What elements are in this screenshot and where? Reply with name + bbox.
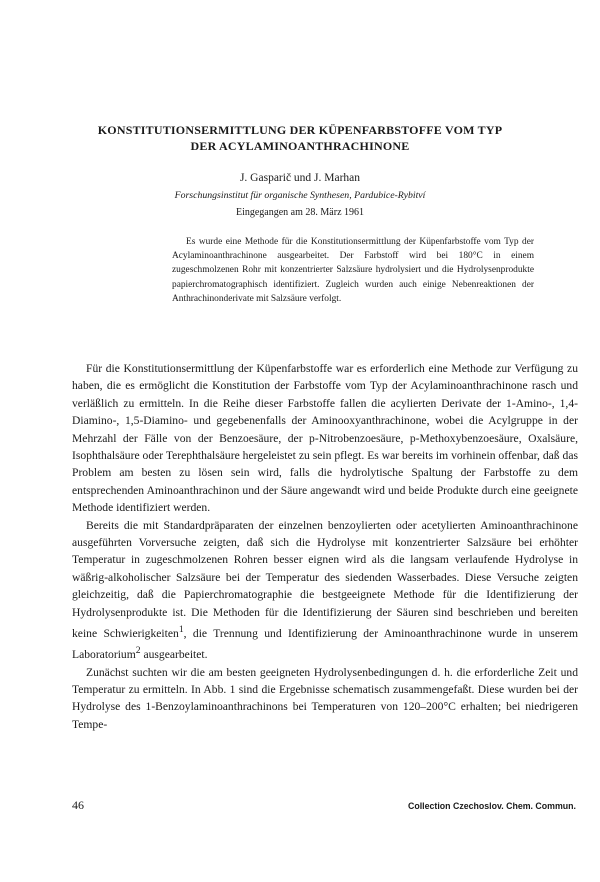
body-paragraph-2	[72, 517, 578, 664]
paragraph-2-continued: , die Trennung und Identifizierung der Aminoanthrachinone wurde in unserem Laboratorium	[72, 626, 579, 662]
paragraph-2-end: ausgearbeitet.	[140, 648, 208, 662]
article-title-line-2: DER ACYLAMINOANTHRACHINONE	[190, 139, 410, 153]
article-body	[72, 360, 578, 733]
body-paragraph-1: Für die Konstitutionsermittlung der Küpenfarbstoffe war es erforderlich eine Methode zur Verfügung zu haben, die es ermöglicht die Konstitution der Farbstoffe vom Typ der Acylaminoanthrachinone rasch und verläßlich zu ermitteln. In die Reihe dieser Farbstoffe fallen die acylierten Derivate der 1-Amino-, 1,4-Diamino-, 1,5-Diamino- und gegebenenfalls der Aminooxyanthrachinone, wobei die Acylgruppe in der Mehrzahl der Fälle von der Benzoesäure, der p-Nitrobenzoesäure, p-Methoxybenzoesäure, Oxalsäure, Isophthalsäure oder Terephthalsäure hergeleistet zu sein pflegt. Es war bereits im vorhinein offenbar, daß das Problem am besten zu lösen sein wird, falls die hydrolytische Spaltung der Farbstoffe zu dem entsprechenden Aminoanthrachinon und der Säure angewandt wird und beide Produkte durch eine geeignete Methode identifiziert werden.	[72, 362, 578, 515]
body-paragraph-3: Zunächst suchten wir die am besten geeigneten Hydrolysenbedingungen d. h. die erforderliche Zeit und Temperatur zu ermitteln. In Abb. 1 sind die Ergebnisse schematisch zusammengefaßt. Diese wurden bei der Hydrolyse des 1-Benzoylaminoanthrachinons bei Temperaturen von 120–200°C erhalten; bei niedrigeren Tempe-	[72, 665, 578, 731]
article-authors: J. Gasparič und J. Marhan	[239, 172, 361, 184]
article-title	[60, 122, 540, 154]
footnote-mark-1: 1	[178, 624, 184, 636]
received-date: Eingegangen am 28. März 1961	[235, 207, 365, 218]
article-title-line-1: KONSTITUTIONSERMITTLUNG DER KÜPENFARBSTOFFE VOM TYP	[97, 123, 503, 137]
page-number: 46	[72, 798, 84, 812]
article-abstract: Es wurde eine Methode für die Konstitutionsermittlung der Küpenfarbstoffe vom Typ der Acylaminoanthrachinone ausgearbeitet. Der Farbstoff wird bei 180°C in einem zugeschmolzenen Rohr mit konzentrierter Salzsäure hydrolysiert und die Hydrolysenprodukte papierchromatographisch identifiziert. Zugleich wurden auch einige Nebenreaktionen der Anthrachinonderivate mit Salzsäure verfolgt.	[172, 237, 534, 304]
paragraph-2-main: Bereits die mit Standardpräparaten der einzelnen benzoylierten oder acetylierten Aminoanthrachinone ausgeführten Vorversuche zeigten, daß sich die Hydrolyse mit konzentrierter Salzsäure bei erhöhter Temperatur in zugeschmolzenen Rohren besser eignen wird als die langsam verlaufende Hydrolyse in wäßrig-alkoholischer Salzsäure bei der Temperatur des siedenden Wasserbades. Diese Versuche zeigten gleichzeitig, daß die Papierchromatographie die bestgeeignete Methode für die Identifizierung der Hydrolysenprodukte ist. Die Methoden für die Identifizierung der Säuren sind beschrieben und bereiten keine Schwierigkeiten	[72, 518, 578, 640]
footnote-mark-2: 2	[135, 645, 141, 657]
journal-name: Collection Czechoslov. Chem. Commun.	[408, 801, 576, 811]
article-institute: Forschungsinstitut für organische Synthesen, Pardubice-Rybitví	[174, 190, 426, 201]
